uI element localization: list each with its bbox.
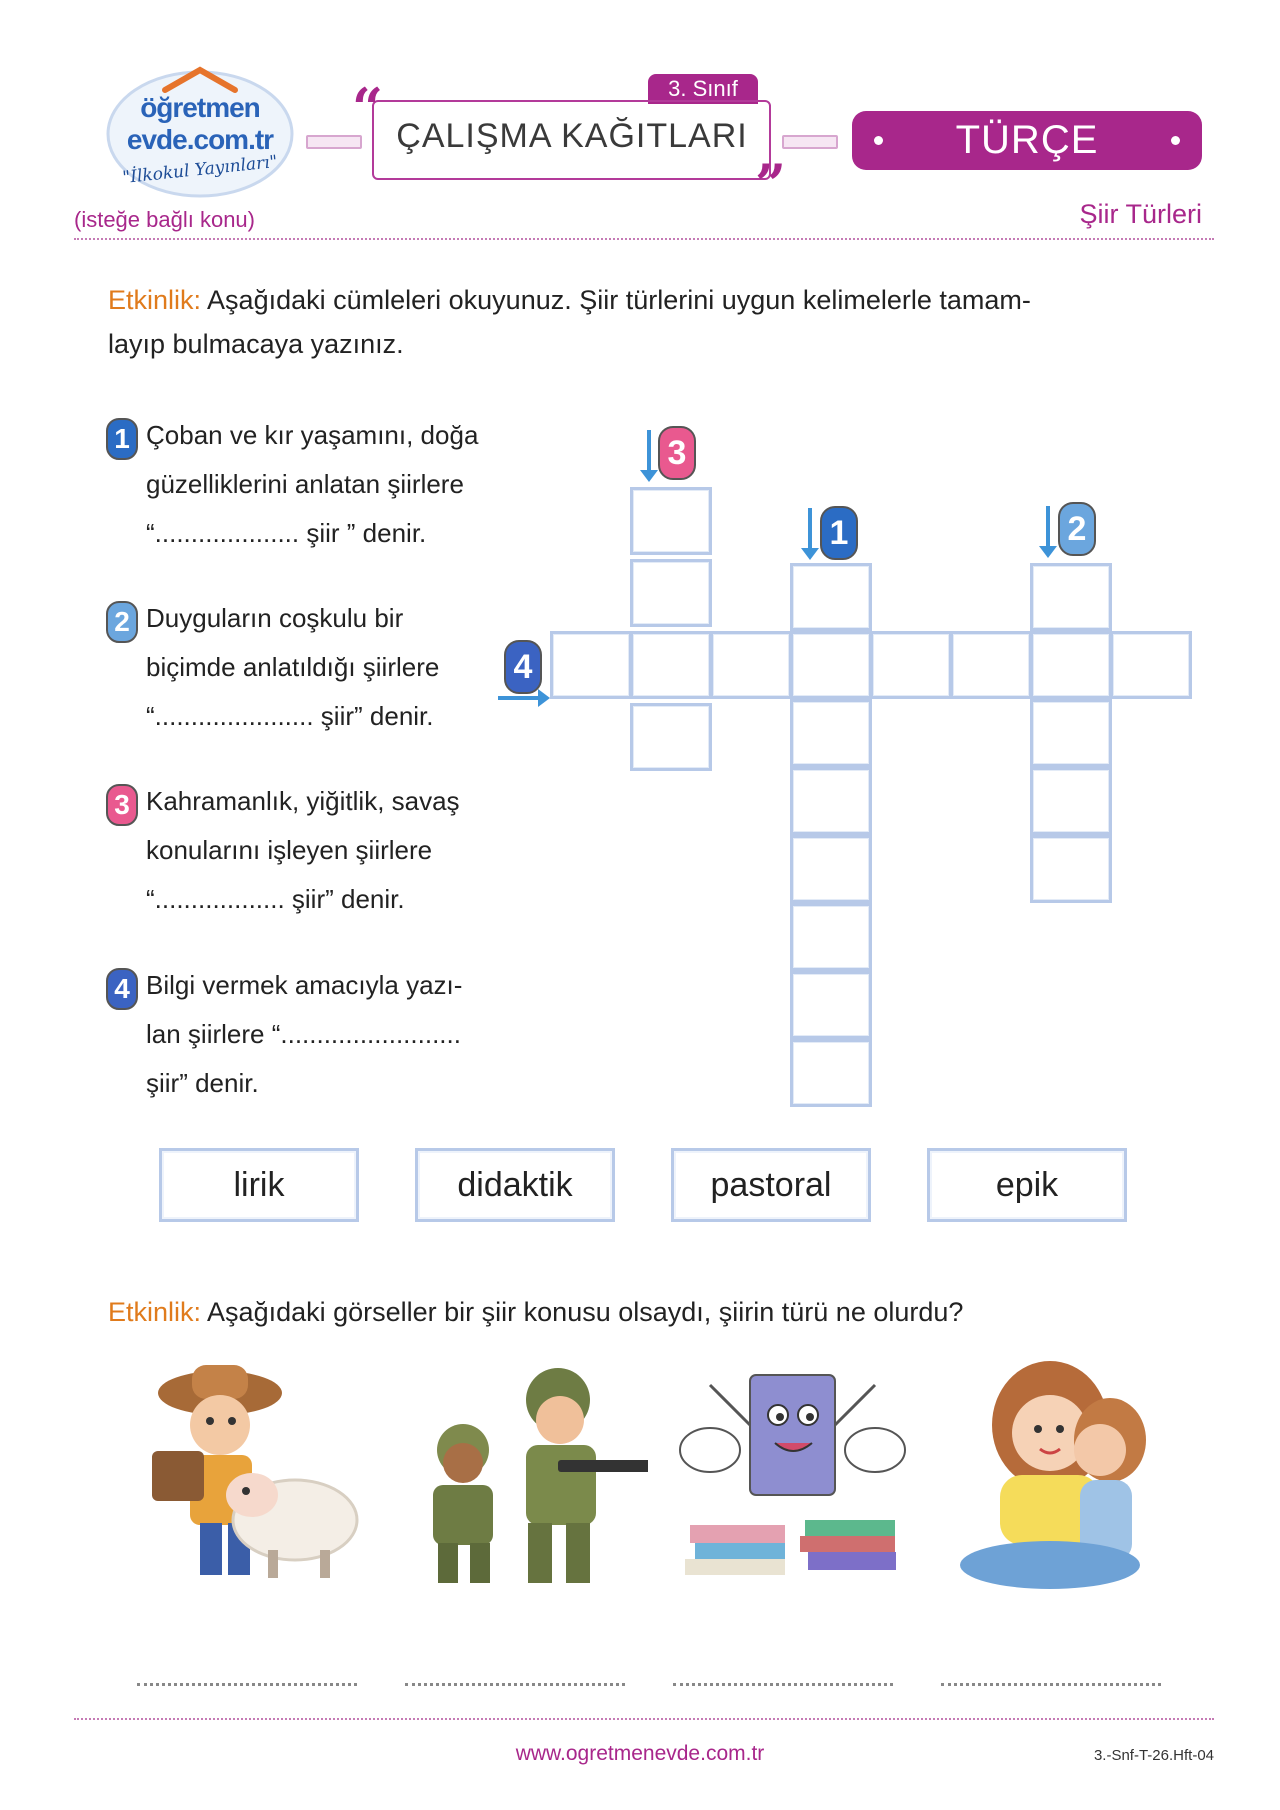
page-title: ÇALIŞMA KAĞITLARI <box>396 117 748 155</box>
crossword-cell[interactable] <box>870 631 952 699</box>
activity-label: Etkinlik: <box>108 285 202 315</box>
optional-note: (isteğe bağlı konu) <box>74 207 255 232</box>
publisher-logo <box>105 62 295 217</box>
soldiers-icon <box>408 1355 638 1595</box>
word-option[interactable]: epik <box>927 1148 1127 1222</box>
document-code: 3.-Snf-T-26.Hft-04 <box>1093 1747 1214 1764</box>
clue-text: şiir” denir. <box>146 1068 259 1098</box>
word-option[interactable]: pastoral <box>671 1148 871 1222</box>
clue-text: konularını işleyen şiirlere <box>146 835 433 865</box>
crossword-cell[interactable] <box>630 559 712 627</box>
shepherd-with-sheep-icon <box>140 1355 370 1595</box>
crossword-cell[interactable] <box>790 835 872 903</box>
crossword-cell[interactable] <box>1030 699 1112 767</box>
word-option[interactable]: lirik <box>159 1148 359 1222</box>
crossword-cell[interactable] <box>630 487 712 555</box>
activity2-instructions <box>108 1290 963 1334</box>
crossword-cell[interactable] <box>1030 631 1112 699</box>
clue-text: “.................. şiir” denir. <box>146 884 405 914</box>
crossword-cell[interactable] <box>1030 563 1112 631</box>
clue-number: 4 <box>106 968 138 1010</box>
grade-badge: 3. Sınıf <box>648 74 758 104</box>
clue-text: “...................... şiir” denir. <box>146 701 434 731</box>
quote-open: “ <box>352 76 384 140</box>
subject-banner <box>852 111 1202 170</box>
clue-1 <box>106 411 546 558</box>
answer-blank[interactable] <box>405 1683 625 1686</box>
crossword-cell[interactable] <box>550 631 632 699</box>
crossword-cell[interactable] <box>790 767 872 835</box>
clue-text: “.................... şiir ” denir. <box>146 518 427 548</box>
crossword-cell[interactable] <box>630 703 712 771</box>
arrow-down-icon <box>808 508 812 550</box>
crossword-cell[interactable] <box>630 631 712 699</box>
activity-text: Aşağıdaki cümleleri okuyunuz. Şiir türlerini uygun kelimelerle tamam- <box>201 285 1031 315</box>
activity1-instructions <box>108 278 1031 366</box>
arrow-down-icon <box>647 430 651 472</box>
dot-icon <box>874 136 883 145</box>
mother-hugging-child-icon <box>960 1355 1190 1595</box>
clue-text: güzelliklerini anlatan şiirlere <box>146 469 464 499</box>
crossword-cell[interactable] <box>790 631 872 699</box>
clue-text: lan şiirlere “......................... <box>146 1019 461 1049</box>
word-option[interactable]: didaktik <box>415 1148 615 1222</box>
clue-number: 3 <box>106 784 138 826</box>
crossword-cell[interactable] <box>790 699 872 767</box>
activity-label: Etkinlik: <box>108 1297 202 1327</box>
divider <box>74 238 1214 240</box>
crossword-number-4: 4 <box>504 640 542 694</box>
answer-blank[interactable] <box>673 1683 893 1686</box>
arrow-down-icon <box>1046 506 1050 548</box>
crossword-number-1: 1 <box>820 506 858 560</box>
clue-number: 2 <box>106 601 138 643</box>
crossword-cell[interactable] <box>790 903 872 971</box>
subject-label: TÜRÇE <box>955 118 1099 162</box>
clue-3 <box>106 777 546 924</box>
crossword-cell[interactable] <box>950 631 1032 699</box>
crossword-number-2: 2 <box>1058 502 1096 556</box>
crossword-cell[interactable] <box>1030 767 1112 835</box>
answer-blank[interactable] <box>941 1683 1161 1686</box>
crossword-cell[interactable] <box>790 1039 872 1107</box>
crossword-cell[interactable] <box>1110 631 1192 699</box>
clue-text: Duyguların coşkulu bir <box>146 603 404 633</box>
dot-icon <box>1171 136 1180 145</box>
logo-text: öğretmen evde.com.tr <box>126 92 274 155</box>
clue-text: Çoban ve kır yaşamını, doğa <box>146 420 479 450</box>
logo-subtitle: "İlkokul Yayınları" <box>121 151 279 189</box>
activity-text: layıp bulmacaya yazınız. <box>108 329 404 359</box>
clue-number: 1 <box>106 418 138 460</box>
arrow-right-icon <box>498 696 540 700</box>
clue-text: biçimde anlatıldığı şiirlere <box>146 652 440 682</box>
footer-divider <box>74 1718 1214 1720</box>
clue-4 <box>106 961 546 1108</box>
book-character-icon <box>670 1355 900 1595</box>
answer-blank[interactable] <box>137 1683 357 1686</box>
crossword-cell[interactable] <box>1030 835 1112 903</box>
activity-text: Aşağıdaki görseller bir şiir konusu olsaydı, şiirin türü ne olurdu? <box>201 1297 964 1327</box>
arrow-icon <box>782 135 838 149</box>
clue-text: Bilgi vermek amacıyla yazı- <box>146 970 463 1000</box>
quote-close: ” <box>755 152 787 216</box>
clue-text: Kahramanlık, yiğitlik, savaş <box>146 786 460 816</box>
crossword-cell[interactable] <box>790 971 872 1039</box>
clue-2 <box>106 594 546 741</box>
crossword-number-3: 3 <box>658 426 696 480</box>
crossword-cell[interactable] <box>790 563 872 631</box>
topic-title: Şiir Türleri <box>1079 199 1202 229</box>
footer-url[interactable]: www.ogretmenevde.com.tr <box>515 1742 765 1765</box>
crossword-cell[interactable] <box>710 631 792 699</box>
